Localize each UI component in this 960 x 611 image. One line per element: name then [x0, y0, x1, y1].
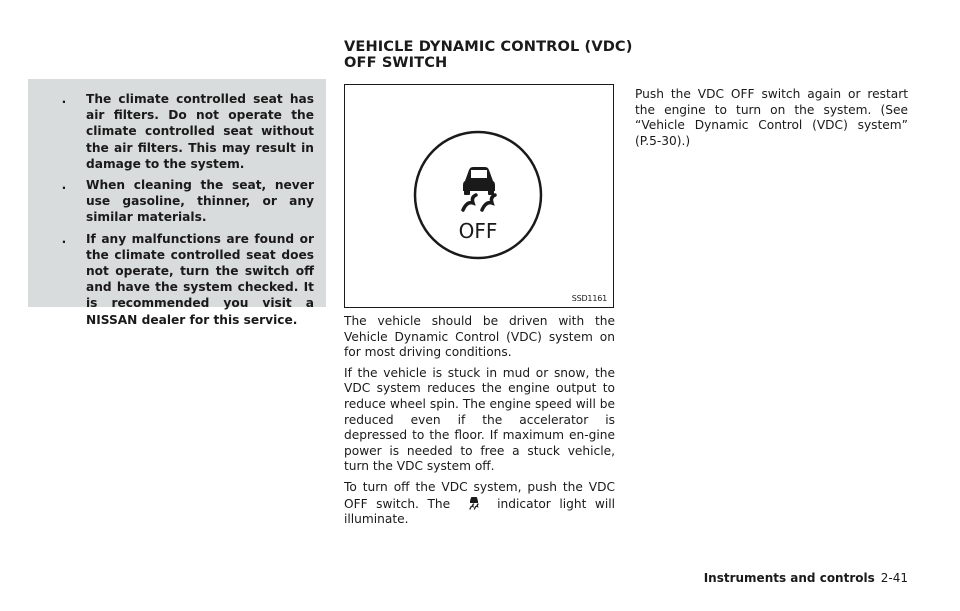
vdc-switch-figure: [344, 84, 614, 308]
vdc-switch-illustration: [345, 85, 615, 309]
caution-text: If any malfunctions are found or the climate controlled seat does not operate, turn the switch off and have the system checked. It is recommended you visit a NISSAN dealer for this service.: [86, 231, 314, 327]
bullet: .: [61, 92, 67, 106]
page-number: 2-41: [880, 571, 908, 585]
right-paragraph-1: Push the VDC OFF switch again or restart the engine to turn on the system. (See “Vehicle Dynamic Control (VDC) system” (P.5-30).): [635, 87, 908, 148]
vdc-indicator-icon: [459, 496, 489, 510]
section-title: [344, 39, 644, 71]
bullet: .: [61, 231, 67, 246]
bullet: .: [61, 178, 67, 193]
paragraph-2: If the vehicle is stuck in mud or snow, the VDC system reduces the engine output to reduce wheel spin. The engine speed will be reduced even if the accelerator is depressed to the floor. If maximum en-gine power is needed to free a stuck vehicle, turn the VDC system off.: [344, 365, 615, 474]
section-title-line-2: OFF SWITCH: [344, 54, 448, 71]
footer-section-name: Instruments and controls: [703, 571, 875, 585]
vdc-indicator-glyph: [467, 496, 481, 510]
switch-off-label: OFF: [458, 219, 498, 243]
caution-item-2: [58, 177, 314, 226]
paragraph-1: The vehicle should be driven with the Vehicle Dynamic Control (VDC) system on for most driving conditions.: [344, 314, 615, 360]
paragraph-3-end: indicator light will illuminate.: [344, 496, 616, 527]
caution-text: When cleaning the seat, never use gasoline, thinner, or any similar materials.: [86, 178, 314, 225]
caution-item-1: [58, 91, 314, 172]
caution-box: [28, 79, 326, 327]
page-footer: [640, 571, 908, 585]
caution-item-3: [58, 231, 314, 328]
paragraph-3-start: To turn off the VDC system, push the VDC OFF switch. The: [344, 479, 615, 511]
body-column-right: [635, 87, 908, 149]
figure-code: SSD1161: [571, 294, 607, 303]
paragraph-3: [344, 480, 615, 528]
caution-list: [58, 91, 314, 328]
section-title-line-1: VEHICLE DYNAMIC CONTROL (VDC): [344, 38, 633, 55]
body-column-middle: [344, 314, 615, 533]
caution-text: The climate controlled seat has air filters. Do not operate the climate controlled seat without the air filters. This may result in damage to the system.: [86, 92, 314, 171]
